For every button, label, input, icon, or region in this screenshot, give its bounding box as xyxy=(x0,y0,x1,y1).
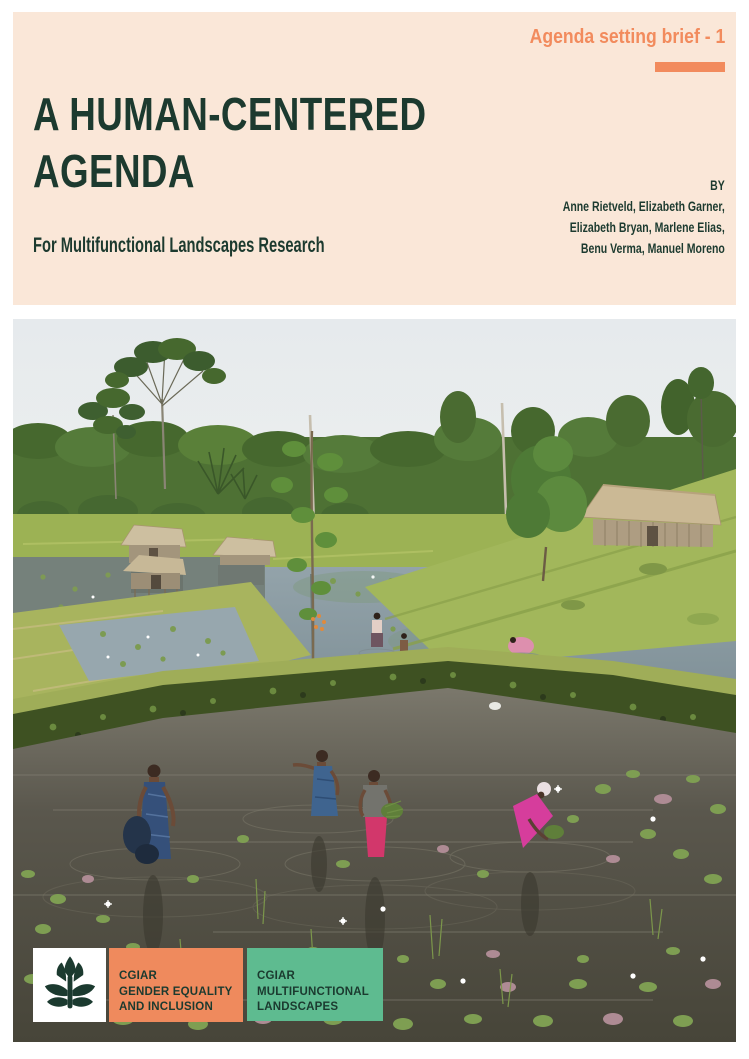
title-line-1: A HUMAN-CENTERED xyxy=(33,88,427,140)
brief-label-underline xyxy=(655,62,725,72)
author-line: Elizabeth Bryan, Marlene Elias, xyxy=(569,220,725,235)
thatched-hut-large xyxy=(581,485,721,547)
by-label: BY xyxy=(710,178,725,193)
byline xyxy=(563,175,725,259)
title-line-2: AGENDA xyxy=(33,145,195,197)
logo-line: GENDER EQUALITY xyxy=(119,985,233,998)
cover-photo xyxy=(13,319,736,1042)
page-title xyxy=(33,86,426,200)
pond-landscape-illustration xyxy=(13,319,736,1042)
logo-org: CGIAR xyxy=(257,970,296,982)
author-line: Benu Verma, Manuel Moreno xyxy=(581,241,725,256)
page-subtitle: For Multifunctional Landscapes Research xyxy=(33,234,325,257)
author-line: Anne Rietveld, Elizabeth Garner, xyxy=(562,199,725,214)
logo-line: LANDSCAPES xyxy=(257,1001,339,1013)
logo-org: CGIAR xyxy=(119,970,158,982)
brief-label: Agenda setting brief - 1 xyxy=(529,26,725,48)
header-banner xyxy=(13,12,736,305)
logo-line: MULTIFUNCTIONAL xyxy=(257,985,370,998)
logo-line: AND INCLUSION xyxy=(119,1001,213,1013)
